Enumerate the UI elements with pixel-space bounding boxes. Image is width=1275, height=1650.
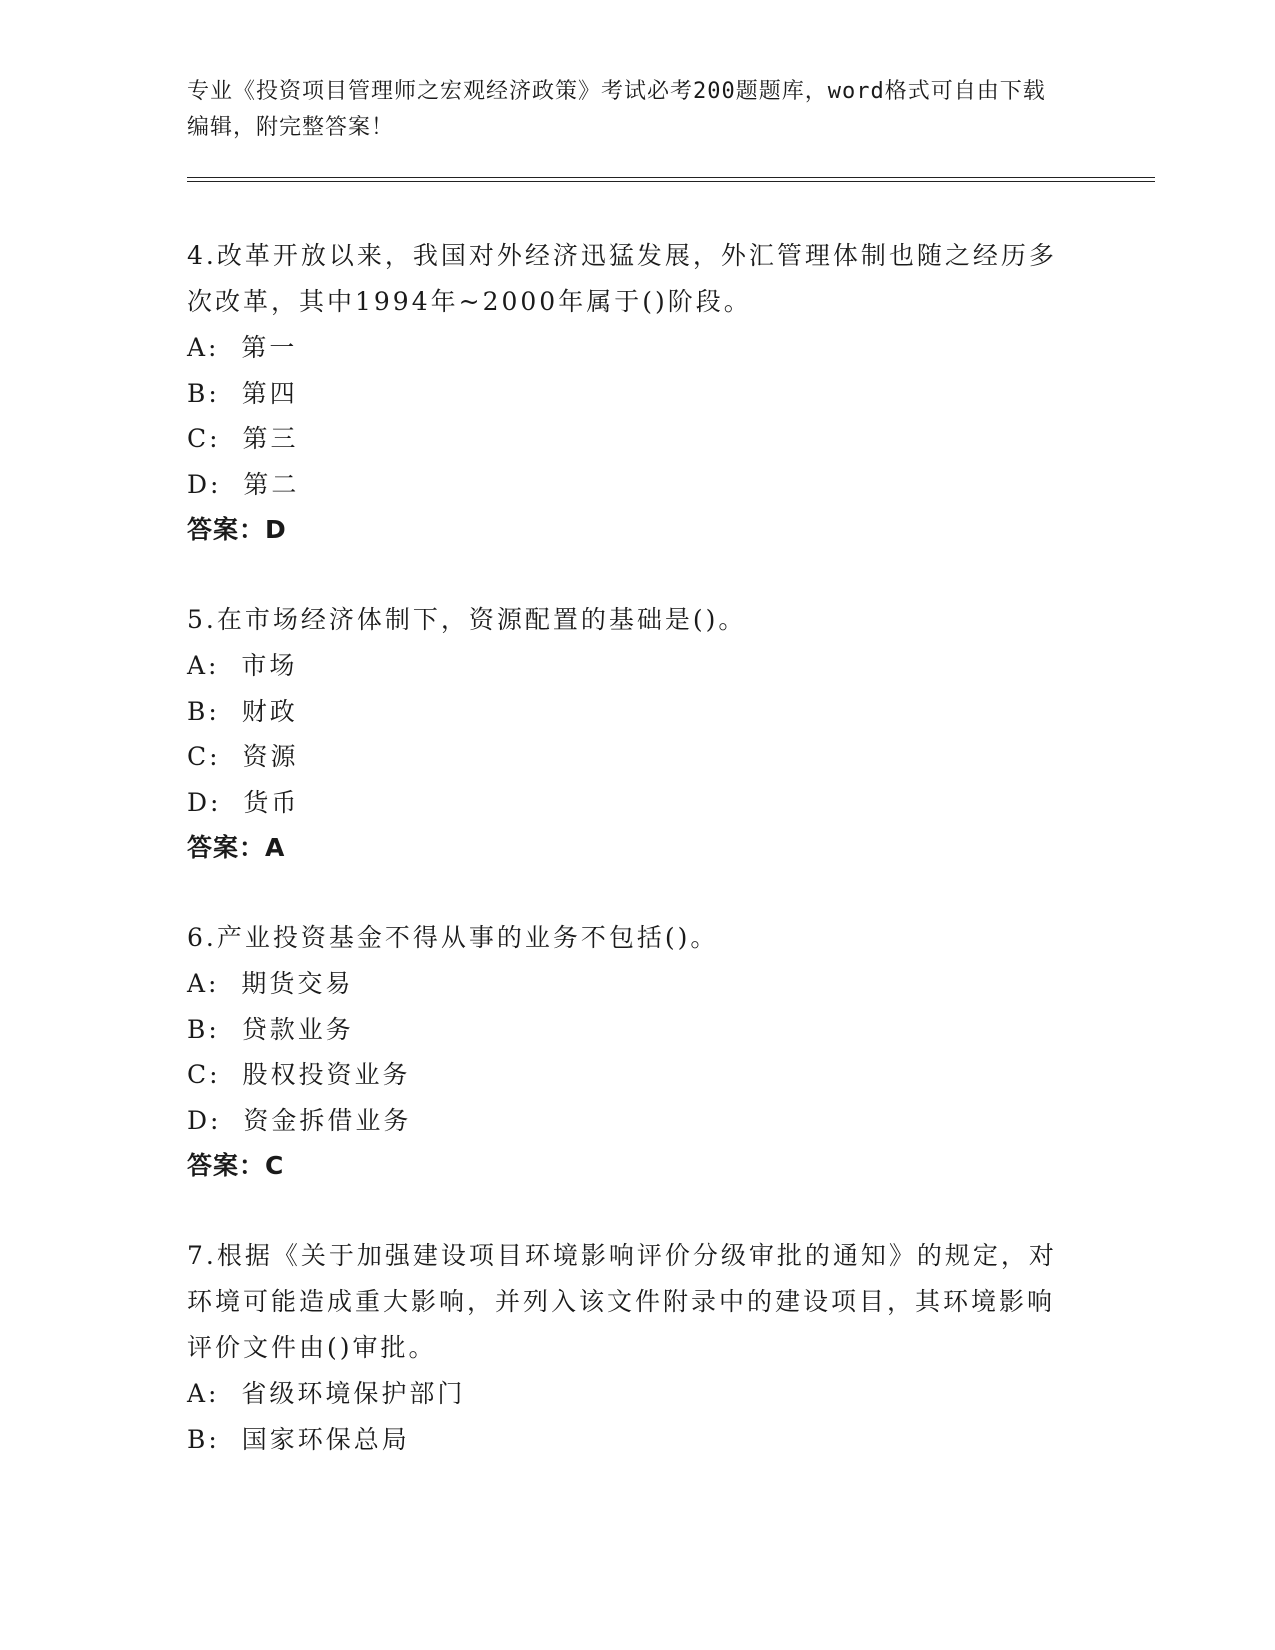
question-item xyxy=(187,1233,1067,1462)
question-option: B: 财政 xyxy=(187,696,298,726)
question-option: D: 资金拆借业务 xyxy=(187,1105,412,1135)
question-option: D: 货币 xyxy=(187,787,300,817)
question-stem: 7.根据《关于加强建设项目环境影响评价分级审批的通知》的规定，对环境可能造成重大影响，并列入该文件附录中的建设项目，其环境影响评价文件由()审批。 xyxy=(187,1241,1057,1362)
question-item xyxy=(187,233,1067,553)
question-answer: 答案：D xyxy=(187,515,287,544)
question-answer: 答案：C xyxy=(187,1151,285,1180)
question-item xyxy=(187,597,1067,871)
question-option: B: 第四 xyxy=(187,378,298,408)
question-stem: 4.改革开放以来，我国对外经济迅猛发展，外汇管理体制也随之经历多次改革，其中1994年~2000年属于()阶段。 xyxy=(187,241,1057,316)
question-option: A: 省级环境保护部门 xyxy=(187,1379,466,1408)
header-text: 专业《投资项目管理师之宏观经济政策》考试必考200题题库，word格式可自由下载编辑，附完整答案！ xyxy=(187,79,1046,140)
document-header xyxy=(187,74,1067,146)
question-option: A: 第一 xyxy=(187,333,298,362)
question-option: B: 贷款业务 xyxy=(187,1014,354,1044)
question-stem: 6.产业投资基金不得从事的业务不包括()。 xyxy=(187,923,719,952)
header-divider xyxy=(187,177,1155,182)
question-option: A: 期货交易 xyxy=(187,969,354,998)
question-option: B: 国家环保总局 xyxy=(187,1424,410,1454)
question-option: C: 第三 xyxy=(187,424,299,453)
question-option: A: 市场 xyxy=(187,651,298,680)
question-option: D: 第二 xyxy=(187,469,300,499)
question-list xyxy=(187,233,1067,1506)
question-option: C: 资源 xyxy=(187,742,299,771)
question-answer: 答案：A xyxy=(187,833,286,862)
question-option: C: 股权投资业务 xyxy=(187,1060,411,1089)
question-stem: 5.在市场经济体制下，资源配置的基础是()。 xyxy=(187,605,747,634)
question-item xyxy=(187,915,1067,1189)
